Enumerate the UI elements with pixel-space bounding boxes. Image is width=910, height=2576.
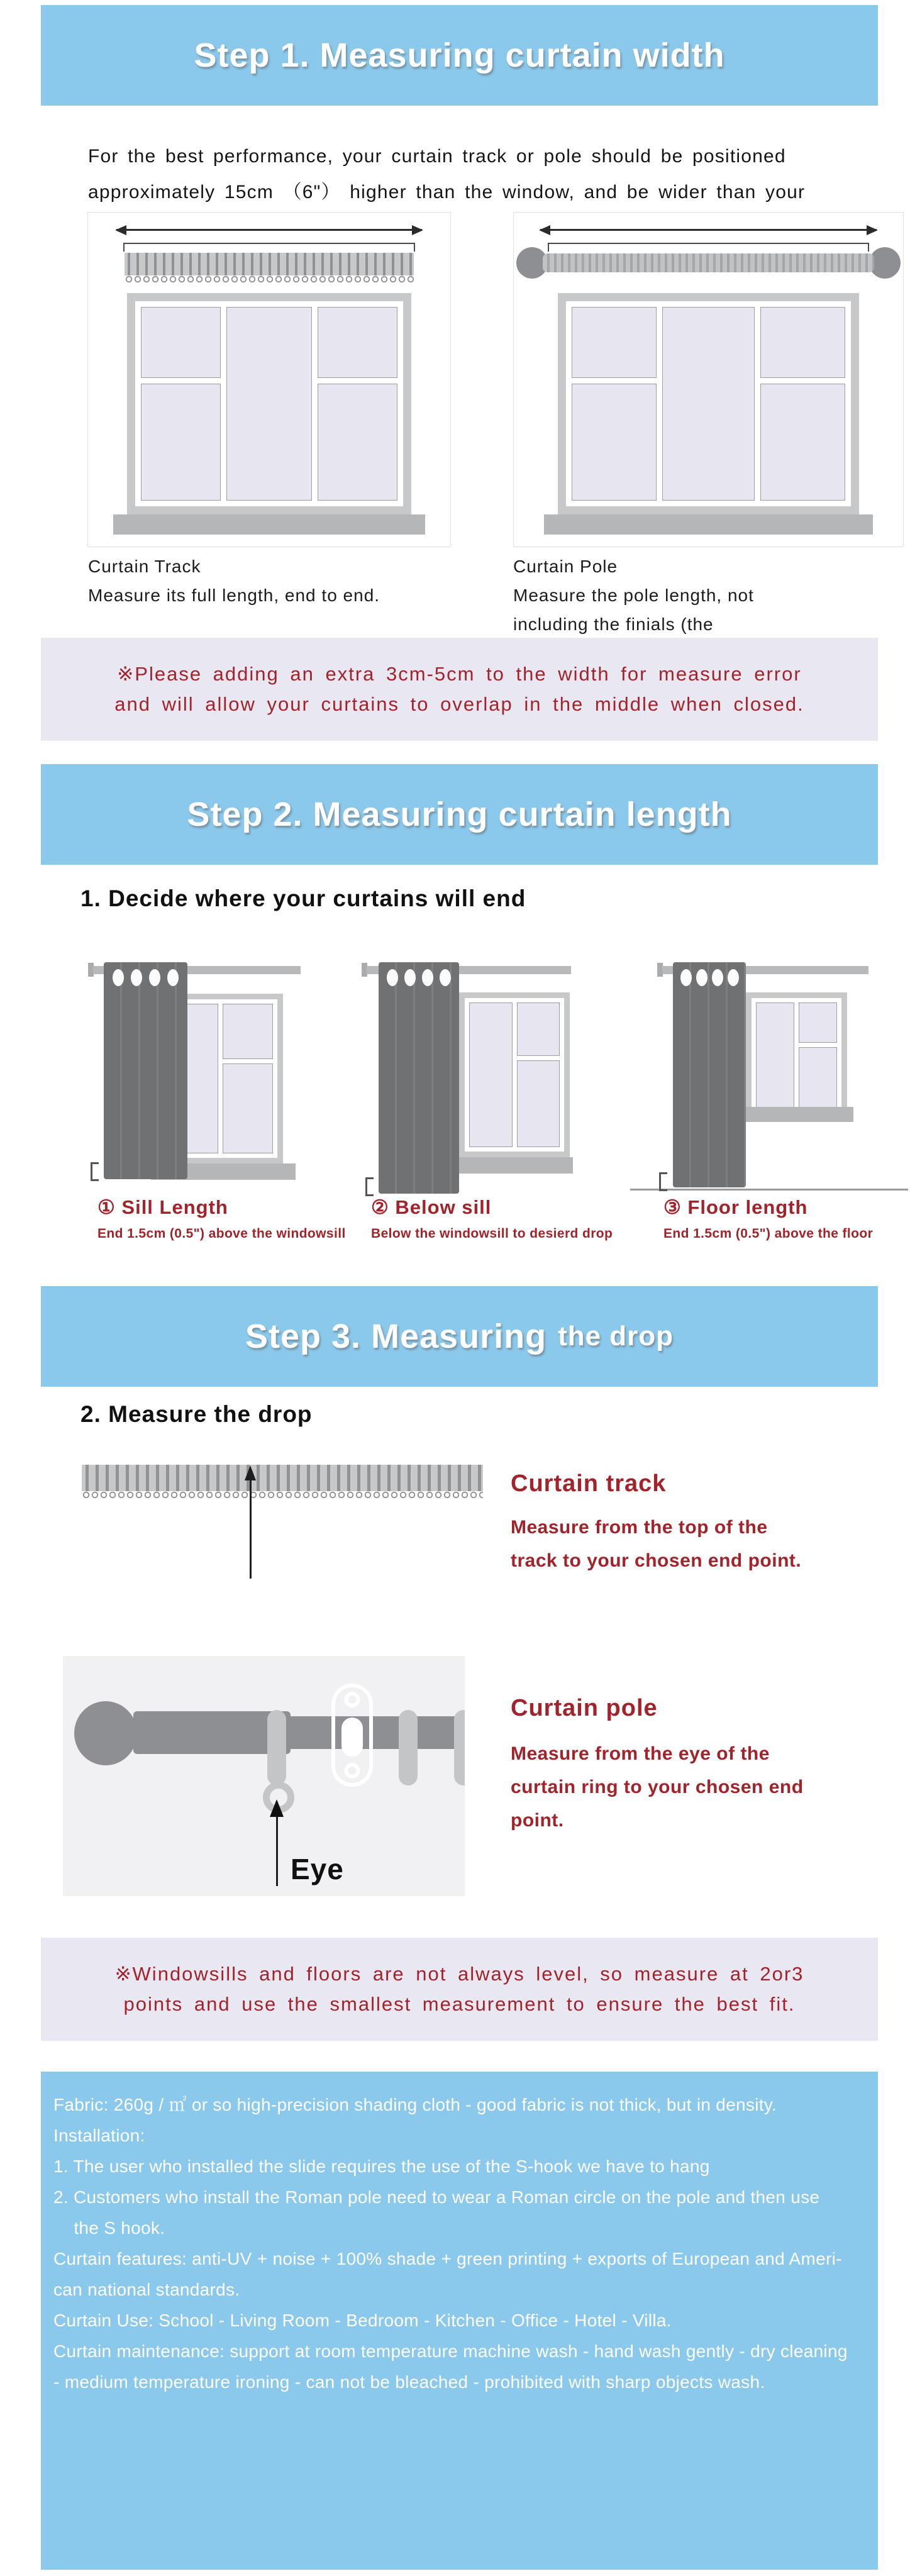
footer-line: Curtain features: anti-UV + noise + 100% shade + green printing + exports of European and Ameri- — [53, 2249, 842, 2268]
length-mark — [365, 1177, 374, 1196]
floor-length-desc: End 1.5cm (0.5") above the floor — [663, 1226, 874, 1241]
width-arrow-icon — [540, 229, 877, 231]
width-note-line2: and will allow your curtains to overlap in the middle when closed. — [114, 693, 804, 715]
window-pane — [662, 307, 754, 501]
measure-arrow-icon — [250, 1479, 252, 1579]
window-pane — [517, 1060, 560, 1147]
curtain-pole-caption-title: Curtain Pole — [513, 557, 618, 576]
window-column-right — [760, 307, 845, 501]
track-drop-body-line1: Measure from the top of the — [511, 1517, 768, 1538]
sill-length-desc: End 1.5cm (0.5") above the windowsill — [97, 1226, 346, 1241]
windowsill-graphic — [113, 514, 425, 535]
window-pane — [223, 1063, 274, 1153]
measure-bracket — [123, 243, 415, 252]
step3-subheading: 2. Measure the drop — [80, 1401, 313, 1427]
curtain-track-caption — [88, 552, 380, 610]
width-arrow-icon — [116, 229, 422, 231]
footer-line: Installation: — [53, 2126, 145, 2145]
below-sill-desc: Below the windowsill to desierd drop — [371, 1226, 613, 1241]
window-pane — [318, 307, 397, 378]
window-pane — [799, 1047, 837, 1111]
curtain-track-caption-title: Curtain Track — [88, 557, 201, 576]
footer-line: 1. The user who installed the slide requires the use of the S-hook we have to hang — [53, 2157, 710, 2176]
curtain-track-graphic — [125, 253, 414, 275]
eye-arrow-icon — [276, 1816, 278, 1886]
sill-length-caption — [97, 1196, 346, 1241]
curtain-graphic — [104, 962, 187, 1179]
track-hooks-graphic — [82, 1491, 483, 1499]
width-note-line1: ※Please adding an extra 3cm-5cm to the width for measure error — [117, 663, 802, 685]
pole-drop-title: Curtain pole — [511, 1695, 658, 1721]
floor-length-title: ③ Floor length — [663, 1196, 808, 1218]
window-column-left — [141, 307, 221, 501]
curtain-ring-graphic — [399, 1710, 418, 1785]
curtain-track-graphic — [82, 1465, 483, 1491]
footer-line: Curtain maintenance: support at room temperature machine wash - hand wash gently - dry cleaning — [53, 2341, 848, 2361]
step1-intro-line2: approximately 15cm （6"） higher than the window, and be wider than your — [88, 182, 806, 203]
sill-length-title: ① Sill Length — [97, 1196, 228, 1218]
step3-banner — [41, 1286, 878, 1387]
track-drop-title: Curtain track — [511, 1470, 667, 1497]
curtain-pole-caption-body1: Measure the pole length, not — [513, 586, 754, 605]
below-sill-title: ② Below sill — [371, 1196, 492, 1218]
curtain-ring-graphic — [454, 1710, 465, 1785]
track-drop-body-line2: track to your chosen end point. — [511, 1550, 802, 1571]
window-graphic — [746, 992, 847, 1121]
step2-subheading: 1. Decide where your curtains will end — [80, 886, 526, 911]
product-details-footer — [41, 2072, 878, 2570]
level-note-line1: ※Windowsills and floors are not always level, so measure at 2or3 — [114, 1963, 804, 1985]
window-graphic — [558, 293, 859, 514]
window-column-left — [572, 307, 657, 501]
window-pane — [141, 307, 221, 378]
footer-line: the S hook. — [53, 2218, 165, 2238]
measure-bracket — [548, 243, 869, 252]
curtain-pole-graphic — [543, 253, 874, 272]
curtain-pole-caption — [513, 552, 754, 639]
level-note-line2: points and use the smallest measurement to ensure the best fit. — [123, 1993, 796, 2015]
step3-banner-subtitle: the drop — [558, 1321, 674, 1352]
bracket-screw-hole — [345, 1692, 360, 1707]
eye-label: Eye — [291, 1853, 344, 1885]
footer-line: - medium temperature ironing - can not be bleached - prohibited with sharp objects wash. — [53, 2372, 765, 2392]
curtain-grommets — [678, 967, 741, 988]
track-hooks-graphic — [125, 275, 414, 284]
window-pane — [572, 307, 657, 378]
footer-line: Curtain Use: School - Living Room - Bedroom - Kitchen - Office - Hotel - Villa. — [53, 2311, 672, 2330]
pole-drop-body-line3: point. — [511, 1810, 564, 1831]
below-sill-illustration — [349, 956, 630, 1258]
window-panes — [752, 998, 841, 1115]
step2-banner — [41, 764, 878, 865]
window-column-left — [469, 1002, 513, 1147]
floor-line — [630, 1189, 908, 1191]
step1-intro-line1: For the best performance, your curtain track or pole should be positioned — [88, 146, 786, 167]
floor-length-caption — [663, 1196, 873, 1241]
floor-length-illustration — [629, 956, 910, 1258]
curtain-graphic — [673, 962, 746, 1187]
window-column-right — [223, 1004, 274, 1153]
windowsill-graphic — [740, 1107, 853, 1122]
curtain-ring-graphic — [267, 1710, 286, 1785]
width-measure-note — [41, 638, 878, 741]
length-mark — [91, 1162, 99, 1181]
length-mark — [659, 1172, 667, 1191]
curtain-pole-caption-body2: including the finials (the — [513, 614, 714, 634]
window-column-middle — [226, 307, 313, 501]
window-column-middle — [662, 307, 754, 501]
window-graphic — [127, 293, 411, 514]
curtain-grommets — [109, 967, 182, 988]
curtain-pole-eye-diagram — [63, 1656, 465, 1896]
window-pane — [756, 1002, 794, 1111]
sill-length-illustration — [63, 956, 344, 1258]
step1-banner — [41, 5, 878, 106]
windowsill-graphic — [452, 1157, 573, 1174]
curtain-track-caption-body: Measure its full length, end to end. — [88, 586, 380, 605]
window-pane — [318, 384, 397, 501]
step1-banner-title: Step 1. Measuring curtain width — [194, 36, 725, 74]
footer-line: can national standards. — [53, 2280, 240, 2299]
window-pane — [141, 384, 221, 501]
window-graphic — [459, 992, 570, 1157]
window-pane — [223, 1004, 274, 1059]
bracket-slot — [341, 1718, 363, 1757]
pole-finial-graphic — [74, 1701, 137, 1765]
pole-drop-body-line2: curtain ring to your chosen end — [511, 1777, 804, 1797]
pole-drop-body — [511, 1737, 804, 1837]
window-panes — [465, 998, 564, 1152]
level-measure-note — [41, 1938, 878, 2041]
footer-line: Fabric: 260g / ㎡ or so high-precision shading cloth - good fabric is not thick, but in density. — [53, 2095, 777, 2114]
window-pane — [226, 307, 313, 501]
window-pane — [469, 1002, 513, 1147]
window-pane — [760, 384, 845, 501]
step2-banner-title: Step 2. Measuring curtain length — [187, 796, 732, 833]
window-pane — [517, 1002, 560, 1056]
window-column-right — [517, 1002, 560, 1147]
window-column-right — [318, 307, 397, 501]
window-pane — [572, 384, 657, 501]
window-column-left — [756, 1002, 794, 1111]
curtain-grommets — [384, 967, 454, 988]
step1-intro — [88, 138, 880, 210]
window-panes — [135, 301, 403, 506]
curtain-graphic — [379, 962, 459, 1194]
curtain-pole-diagram-panel — [513, 212, 904, 547]
curtain-track-diagram-panel — [87, 212, 451, 547]
track-drop-body — [511, 1511, 801, 1577]
below-sill-caption — [371, 1196, 613, 1241]
windowsill-graphic — [544, 514, 873, 535]
window-pane — [799, 1002, 837, 1043]
window-pane — [760, 307, 845, 378]
bracket-screw-hole — [345, 1763, 360, 1779]
step3-banner-title: Step 3. Measuring — [245, 1318, 547, 1355]
window-column-right — [799, 1002, 837, 1111]
pole-drop-body-line1: Measure from the eye of the — [511, 1743, 770, 1764]
pole-bracket-graphic — [331, 1684, 373, 1787]
window-panes — [566, 301, 851, 506]
footer-line: 2. Customers who install the Roman pole need to wear a Roman circle on the pole and then use — [53, 2187, 820, 2207]
